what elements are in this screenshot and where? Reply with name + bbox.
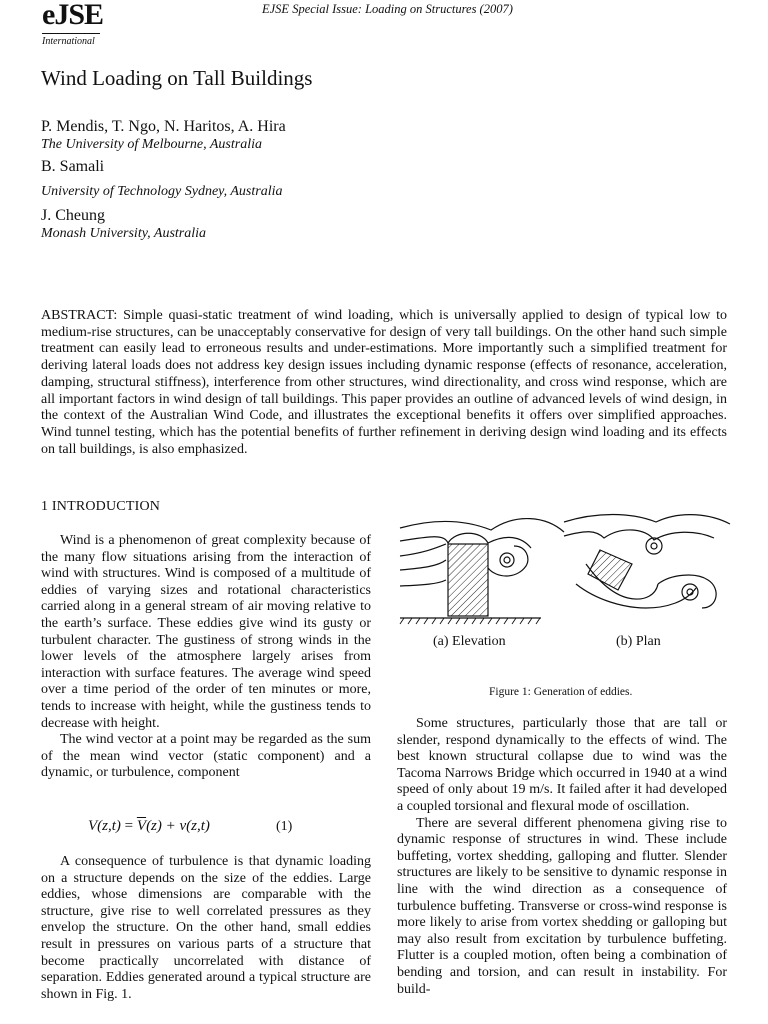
equation-mean: $\overline{V}$: [136, 818, 147, 834]
paper-title: Wind Loading on Tall Buildings: [41, 66, 313, 90]
plan-diagram: [564, 515, 730, 609]
author-names: J. Cheung: [41, 207, 105, 224]
paragraph: Wind is a phenomenon of great complexity because of the many flow situations arising from the interaction of wind with structures. Wind is composed of a multitude of eddies of varying sizes and rotational characteristics carried along in a general stream of air moving relative to the earth’s surface. These eddies give wind its gusty or turbulent character. The gustiness of strong winds in the lower levels of the atmosphere largely arises from interaction with surface features. The average wind speed over a time period of the order of ten minutes or more, tends to increase with height, while the gustiness tends to decrease with height.: [41, 533, 371, 731]
author-block: [41, 117, 286, 243]
author-names: B. Samali: [41, 158, 105, 175]
figure-eddies: [396, 508, 732, 628]
logo-subtitle: International: [42, 36, 95, 47]
right-column: [397, 716, 727, 998]
journal-logo: [42, 0, 112, 52]
logo-main-text: eJSE: [42, 0, 104, 31]
paragraph: A consequence of turbulence is that dynamic loading on a structure depends on the size of the eddies. Large eddies, whose dimensions are comparable with the structure, give rise to well correlated pressures as they envelop the structure. On the other hand, small eddies result in pressures on various parts of a structure that become practically uncorrelated with distance of separation. Eddies generated around a typical structure are shown in Fig. 1.: [41, 854, 371, 1002]
elevation-diagram: [400, 519, 564, 624]
left-column: [41, 533, 371, 782]
author-names: P. Mendis, T. Ngo, N. Haritos, A. Hira: [41, 118, 286, 135]
equation-mean-args: (z): [146, 818, 162, 834]
figure-label-elevation: (a) Elevation: [433, 634, 506, 649]
paragraph: There are several different phenomena giving rise to dynamic response of structures in wind. These include buffeting, vortex shedding, galloping and flutter. Slender structures are likely to be sensitive to dynamic response in line with the wind direction as a consequence of turbulence buffeting. Transverse or cross-wind response is more likely to arise from vortex shedding or galloping but may also result from excitation by turbulence buffeting. Flutter is a coupled motion, often being a combination of bending and torsion, and can result in instability. For build-: [397, 815, 727, 997]
section-heading: 1 INTRODUCTION: [41, 499, 161, 514]
abstract: ABSTRACT: Simple quasi-static treatment of wind loading, which is universally applied to design of typical low to medium-rise structures, can be unacceptably conservative for design of very tall buildings. On the other hand such simple treatment can easily lead to erroneous results and under-estimations. More importantly such a simplified treatment for deriving lateral loads does not address key design issues including dynamic response (effects of resonance, acceleration, damping, structural stiffness), interference from other structures, wind directionality, and cross wind response, which are all important factors in wind design of tall buildings. This paper provides an outline of advanced levels of wind design, in the context of the Australian Wind Code, and illustrates the exceptional benefits it offers over simplified approaches. Wind tunnel testing, which has the potential benefits of further refinement in deriving design wind loading and its effects on tall buildings, is also emphasized.: [41, 308, 727, 457]
journal-header: EJSE Special Issue: Loading on Structures (2007): [262, 2, 513, 16]
author-affiliation: The University of Melbourne, Australia: [41, 137, 262, 152]
equation-1: [88, 818, 378, 835]
equation-rhs: + v(z,t): [161, 818, 210, 834]
equation-lhs: V(z,t): [88, 818, 121, 834]
author-affiliation: Monash University, Australia: [41, 226, 207, 241]
equation-number: (1): [276, 819, 293, 834]
logo-rule: [42, 33, 100, 34]
paragraph: Some structures, particularly those that are tall or slender, respond dynamically to the effects of wind. The best known structural collapse due to wind was the Tacoma Narrows Bridge which occurred in 1940 at a wind speed of only about 19 m/s. It failed after it had developed a coupled torsional and flexural mode of oscillation.: [397, 716, 727, 814]
author-affiliation: University of Technology Sydney, Australia: [41, 184, 283, 199]
left-column-continued: [41, 854, 371, 1003]
equation-equals: =: [120, 818, 137, 834]
figure-label-plan: (b) Plan: [616, 634, 661, 649]
paragraph: The wind vector at a point may be regarded as the sum of the mean wind vector (static component) and a dynamic, or turbulence, component: [41, 732, 371, 781]
figure-caption: Figure 1: Generation of eddies.: [489, 686, 633, 698]
